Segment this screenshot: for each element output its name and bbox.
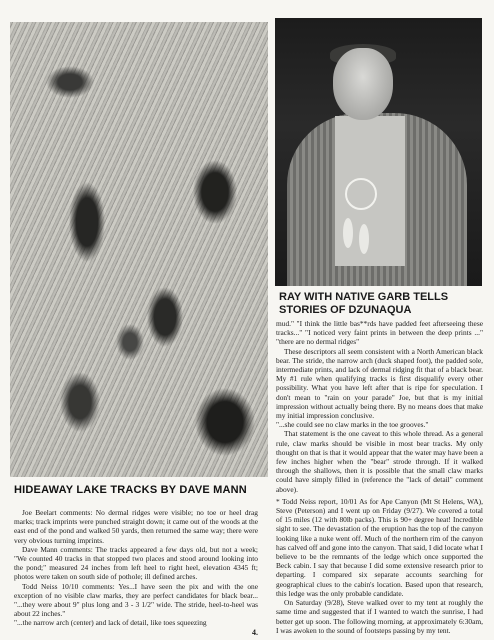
feather-icon <box>359 224 369 254</box>
paragraph: mud." "I think the little bas**rds have padded feet afterseeing these tracks..." "I noticed very faint prints in between the deep prints ..." "there are no dermal ridges" <box>276 319 483 347</box>
paragraph: Todd Neiss 10/10 comments: Yes...I have seen the pix and with the one exception of no visible claw marks, they are perfect candidates for black bear... "...they were about 9" plus long and 3 - 3 1/2" wide. The stride, heel-to-heel was about 22 inches." <box>14 581 258 619</box>
paragraph: * Todd Neiss report, 10/01 As for Ape Canyon (Mt St Helens, WA), Steve (Peterson) and I went up on Friday (9/27). We covered a total of 15 miles (12 with 80lb packs). This is 90+ degree heat! Incredible sight to see. The devastation of the eruption has the top of the canyon looking like a nuke went off. Much of the northern rim of the canyon has calved off and gone into the canyon. That said, I did locate what I believe to be the remnants of the ledge which once supported the Beck cabin. I say that because I did some extensive research prior to departing. I compared six separate accounts searching for geographical clues to the cabin's location. Based upon that research, this ledge was the only probable candidate. <box>276 496 483 598</box>
paragraph: On Saturday (9/28), Steve walked over to my tent at roughly the same time and suggested that if I wanted to watch the sunrise, I had better get up soon. The following morning, at approximately 6:30am, I was awoken to the sound of footsteps passing by my tent. <box>276 598 483 635</box>
dreamcatcher-icon <box>345 178 377 210</box>
page-number: 4. <box>252 628 258 637</box>
bear-tracks-photo <box>10 22 268 477</box>
left-column-text <box>14 508 258 628</box>
paragraph: That statement is the one caveat to this whole thread. As a general rule, claw marks should be visible in most bear tracks. My only thought on that is that it would appear that the water may have been a few inches higher when the "bear" strode through. If it walked through the shallows, then it is possible that the small claw marks could have simply filled in (reference the "lack of detail" comment above). <box>276 429 483 494</box>
paragraph: Dave Mann comments: The tracks appeared a few days old, but not a week; "We counted 40 tracks in that stopped two places and stood around looking into the pond;" measured 24 inches from left heel to right heel, elevation 4345 ft; photos were taken on south side of pothole; ill defined arches. <box>14 544 258 582</box>
feather-icon <box>343 218 353 248</box>
left-photo-caption: HIDEAWAY LAKE TRACKS BY DAVE MANN <box>14 484 247 496</box>
paragraph: "...the narrow arch (center) and lack of detail, like toes squeezing <box>14 618 207 628</box>
portrait-photo <box>275 18 482 286</box>
paragraph: "...she could see no claw marks in the toe grooves." <box>276 420 429 430</box>
face-shape <box>333 48 393 120</box>
paragraph: These descriptors all seem consistent with a North American black bear. The stride, the narrow arch (duck shaped foot), the padded sole, intermediate prints, and lack of dermal ridging fit that of a black bear. My #1 rule when qualifying tracks is first disqualify every other possibility. What you have left after that is ripe for speculation. I don't mean to "rain on your parade" Joe, but that is my initial impression without actually being there. By no means does that make my initial impression conclusive. <box>276 346 483 421</box>
right-column-text <box>276 319 483 635</box>
right-photo-caption: RAY WITH NATIVE GARB TELLS STORIES OF DZUNAQUA <box>279 291 449 316</box>
paragraph: Joe Beelart comments: No dermal ridges were visible; no toe or heel drag marks; track imprints were punched straight down; it came out of the woods at the east end of the pond and walked 50 yards, then returned the same way; there were very obvious turning imprints. <box>14 508 258 545</box>
